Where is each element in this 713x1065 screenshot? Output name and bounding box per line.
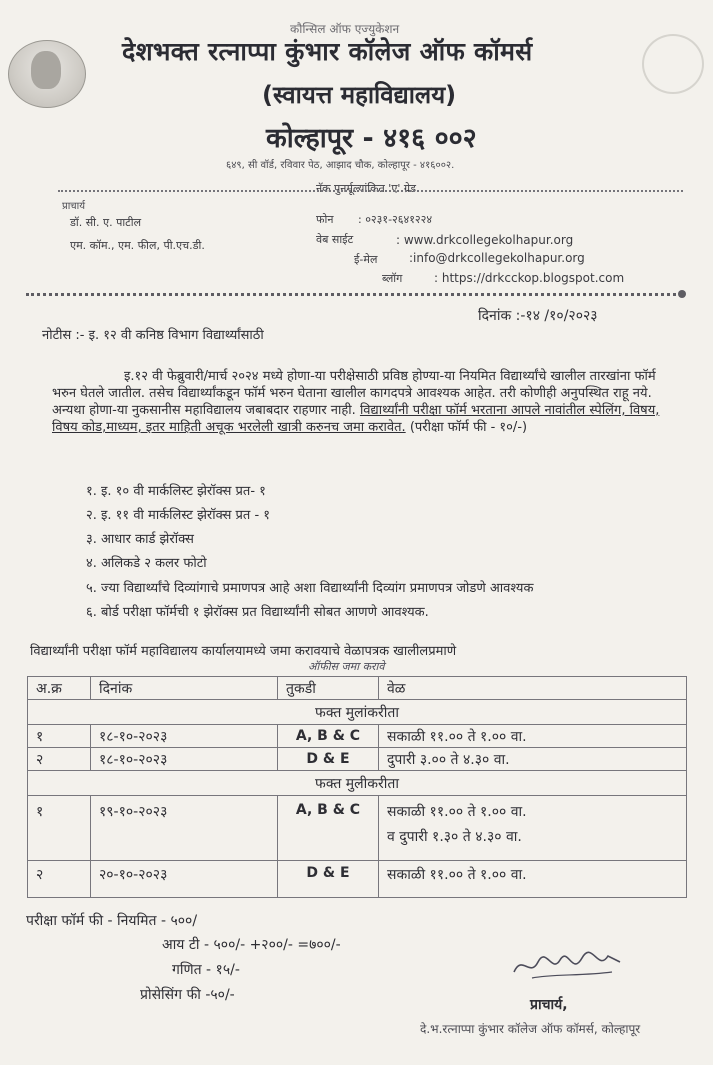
college-name: देशभक्त रत्नाप्पा कुंभार कॉलेज ऑफ कॉमर्स [122,37,533,66]
college-stamp: दे.भ.रत्नाप्पा कुंभार कॉलेज ऑफ कॉमर्स, कोल्हापूर [420,1022,641,1036]
document-item: १. इ. १० वी मार्कलिस्ट झेरॉक्स प्रत- १ [86,484,266,499]
header-sr: अ.क्र [28,677,91,700]
website-label: वेब साईट [316,233,354,246]
row-date: १९-१०-२०२३ [91,796,278,861]
website-link[interactable]: : www.drkcollegekolhapur.org [396,233,574,247]
table-row [28,725,687,748]
document-item: ६. बोर्ड परीक्षा फॉर्मची १ झेरॉक्स प्रत विद्यार्थ्यांनी सोबत आणणे आवश्यक. [86,605,429,620]
table-row [28,796,687,861]
document-item: ४. अलिकडे २ कलर फोटो [86,556,207,571]
schedule-table [27,676,687,898]
notice-body [52,368,680,436]
phone-label: फोन [316,213,334,226]
email-link[interactable]: :info@drkcollegekolhapur.org [409,251,585,265]
fee-processing: प्रोसेसिंग फी -५०/- [140,987,235,1003]
email-label: ई-मेल [354,253,378,266]
principal-name: डॉ. सी. ए. पाटील [70,216,142,229]
header-time: वेळ [379,677,687,700]
table-header-row [28,677,687,700]
boys-band: फक्त मुलांकरीता [28,700,687,725]
divider-end-dot [678,290,686,298]
row-batch: D & E [278,861,379,898]
principal-role: प्राचार्य [62,201,86,212]
row-time-line2: व दुपारी १.३० ते ४.३० वा. [387,829,522,845]
autonomous-status: (स्वायत्त महाविद्यालय) [262,81,457,109]
college-address: ६४९, सी वॉर्ड, रविवार पेठ, आझाद चौक, कोल्हापूर - ४१६००२. [226,160,455,171]
notice-body-fee: (परीक्षा फॉर्म फी - १०/-) [409,420,528,435]
row-time: सकाळी ११.०० ते १.०० वा. [379,725,687,748]
row-sr: २ [28,748,91,771]
table-row [28,748,687,771]
row-date: १८-१०-२०२३ [91,725,278,748]
table-row [28,861,687,898]
fee-regular: परीक्षा फॉर्म फी - नियमित - ५००/ [26,913,198,929]
council-name: कौन्सिल ऑफ एज्युकेशन [290,22,400,36]
header-divider [58,190,683,192]
row-time: सकाळी ११.०० ते १.०० वा. [379,861,687,898]
row-sr: १ [28,796,91,861]
notice-body-text: इ.१२ वी फेब्रुवारी/मार्च २०२४ मध्ये होणा-या परीक्षेसाठी प्रविष्ठ होण्या-या नियमित विद्यार्थ्यांचे खालील तारखांना फॉर्म भरुन घेतले जातील. तसेच विद्यार्थ्यांकडून फॉर्म भरुन घेताना खालील कागदपत्रे आवश्यक आहेत. तरी कोणीही अनुपस्थित राहू नये. अन्यथा होणा-या नुकसानीस महाविद्यालय जबाबदार राहणार नाही. [52,369,656,418]
notice-date: दिनांक :-१४ /१०/२०२३ [478,308,598,324]
row-batch: A, B & C [278,796,379,861]
row-batch: A, B & C [278,725,379,748]
principal-signature [512,948,632,988]
row-sr: २ [28,861,91,898]
college-logo-portrait [8,40,86,108]
row-sr: १ [28,725,91,748]
boys-band-row [28,700,687,725]
naac-grade: नॅक पुनर्मूल्यांकित 'ए' ग्रेड [316,182,417,195]
phone-number: : ०२३१-२६४१२२४ [358,213,433,226]
girls-band: फक्त मुलीकरीता [28,771,687,796]
girls-band-row [28,771,687,796]
row-time: दुपारी ३.०० ते ४.३० वा. [379,748,687,771]
notice-title: नोटीस :- इ. १२ वी कनिष्ठ विभाग विद्यार्थ्यांसाठी [42,328,264,343]
principal-designation: प्राचार्य, [530,997,568,1013]
document-item: ५. ज्या विद्यार्थ्यांचे दिव्यांगाचे प्रमाणपत्र आहे अशा विद्यार्थ्यांनी दिव्यांग प्रमाणपत्र जोडणे आवश्यक [86,581,534,596]
schedule-title: विद्यार्थ्यांनी परीक्षा फॉर्म महाविद्यालय कार्यालयामध्ये जमा करावयाचे वेळापत्रक खालीलप्रमाणे [30,644,457,659]
document-item: २. इ. ११ वी मार्कलिस्ट झेरॉक्स प्रत - १ [86,508,271,523]
fee-it: आय टी - ५००/- +२००/- =७००/- [162,937,341,953]
city-pincode: कोल्हापूर - ४१६ ००२ [266,123,477,154]
blog-link[interactable]: : https://drkcckop.blogspot.com [434,271,625,285]
letterhead-divider [26,293,682,296]
row-date: १८-१०-२०२३ [91,748,278,771]
row-time [379,796,687,861]
row-time-line1: सकाळी ११.०० ते १.०० वा. [387,804,527,820]
header-batch: तुकडी [278,677,379,700]
row-date: २०-१०-२०२३ [91,861,278,898]
blog-label: ब्लॉग [382,272,403,285]
notice-body-underlined: विद्यार्थ्यांनी परीक्षा फॉर्म भरताना आपले नावांतील स्पेलिंग, विषय, विषय कोड,माध्यम, इतर माहिती अचूक भरलेली खात्री करुनच जमा करावेत. [52,403,660,435]
handwritten-note: ऑफीस जमा करावे [308,660,385,673]
document-item: ३. आधार कार्ड झेरॉक्स [86,532,194,547]
header-date: दिनांक [91,677,278,700]
council-emblem-watermark [642,34,704,94]
row-batch: D & E [278,748,379,771]
principal-qualifications: एम. कॉम., एम. फील, पी.एच.डी. [70,239,205,252]
fee-maths: गणित - १५/- [172,962,240,978]
